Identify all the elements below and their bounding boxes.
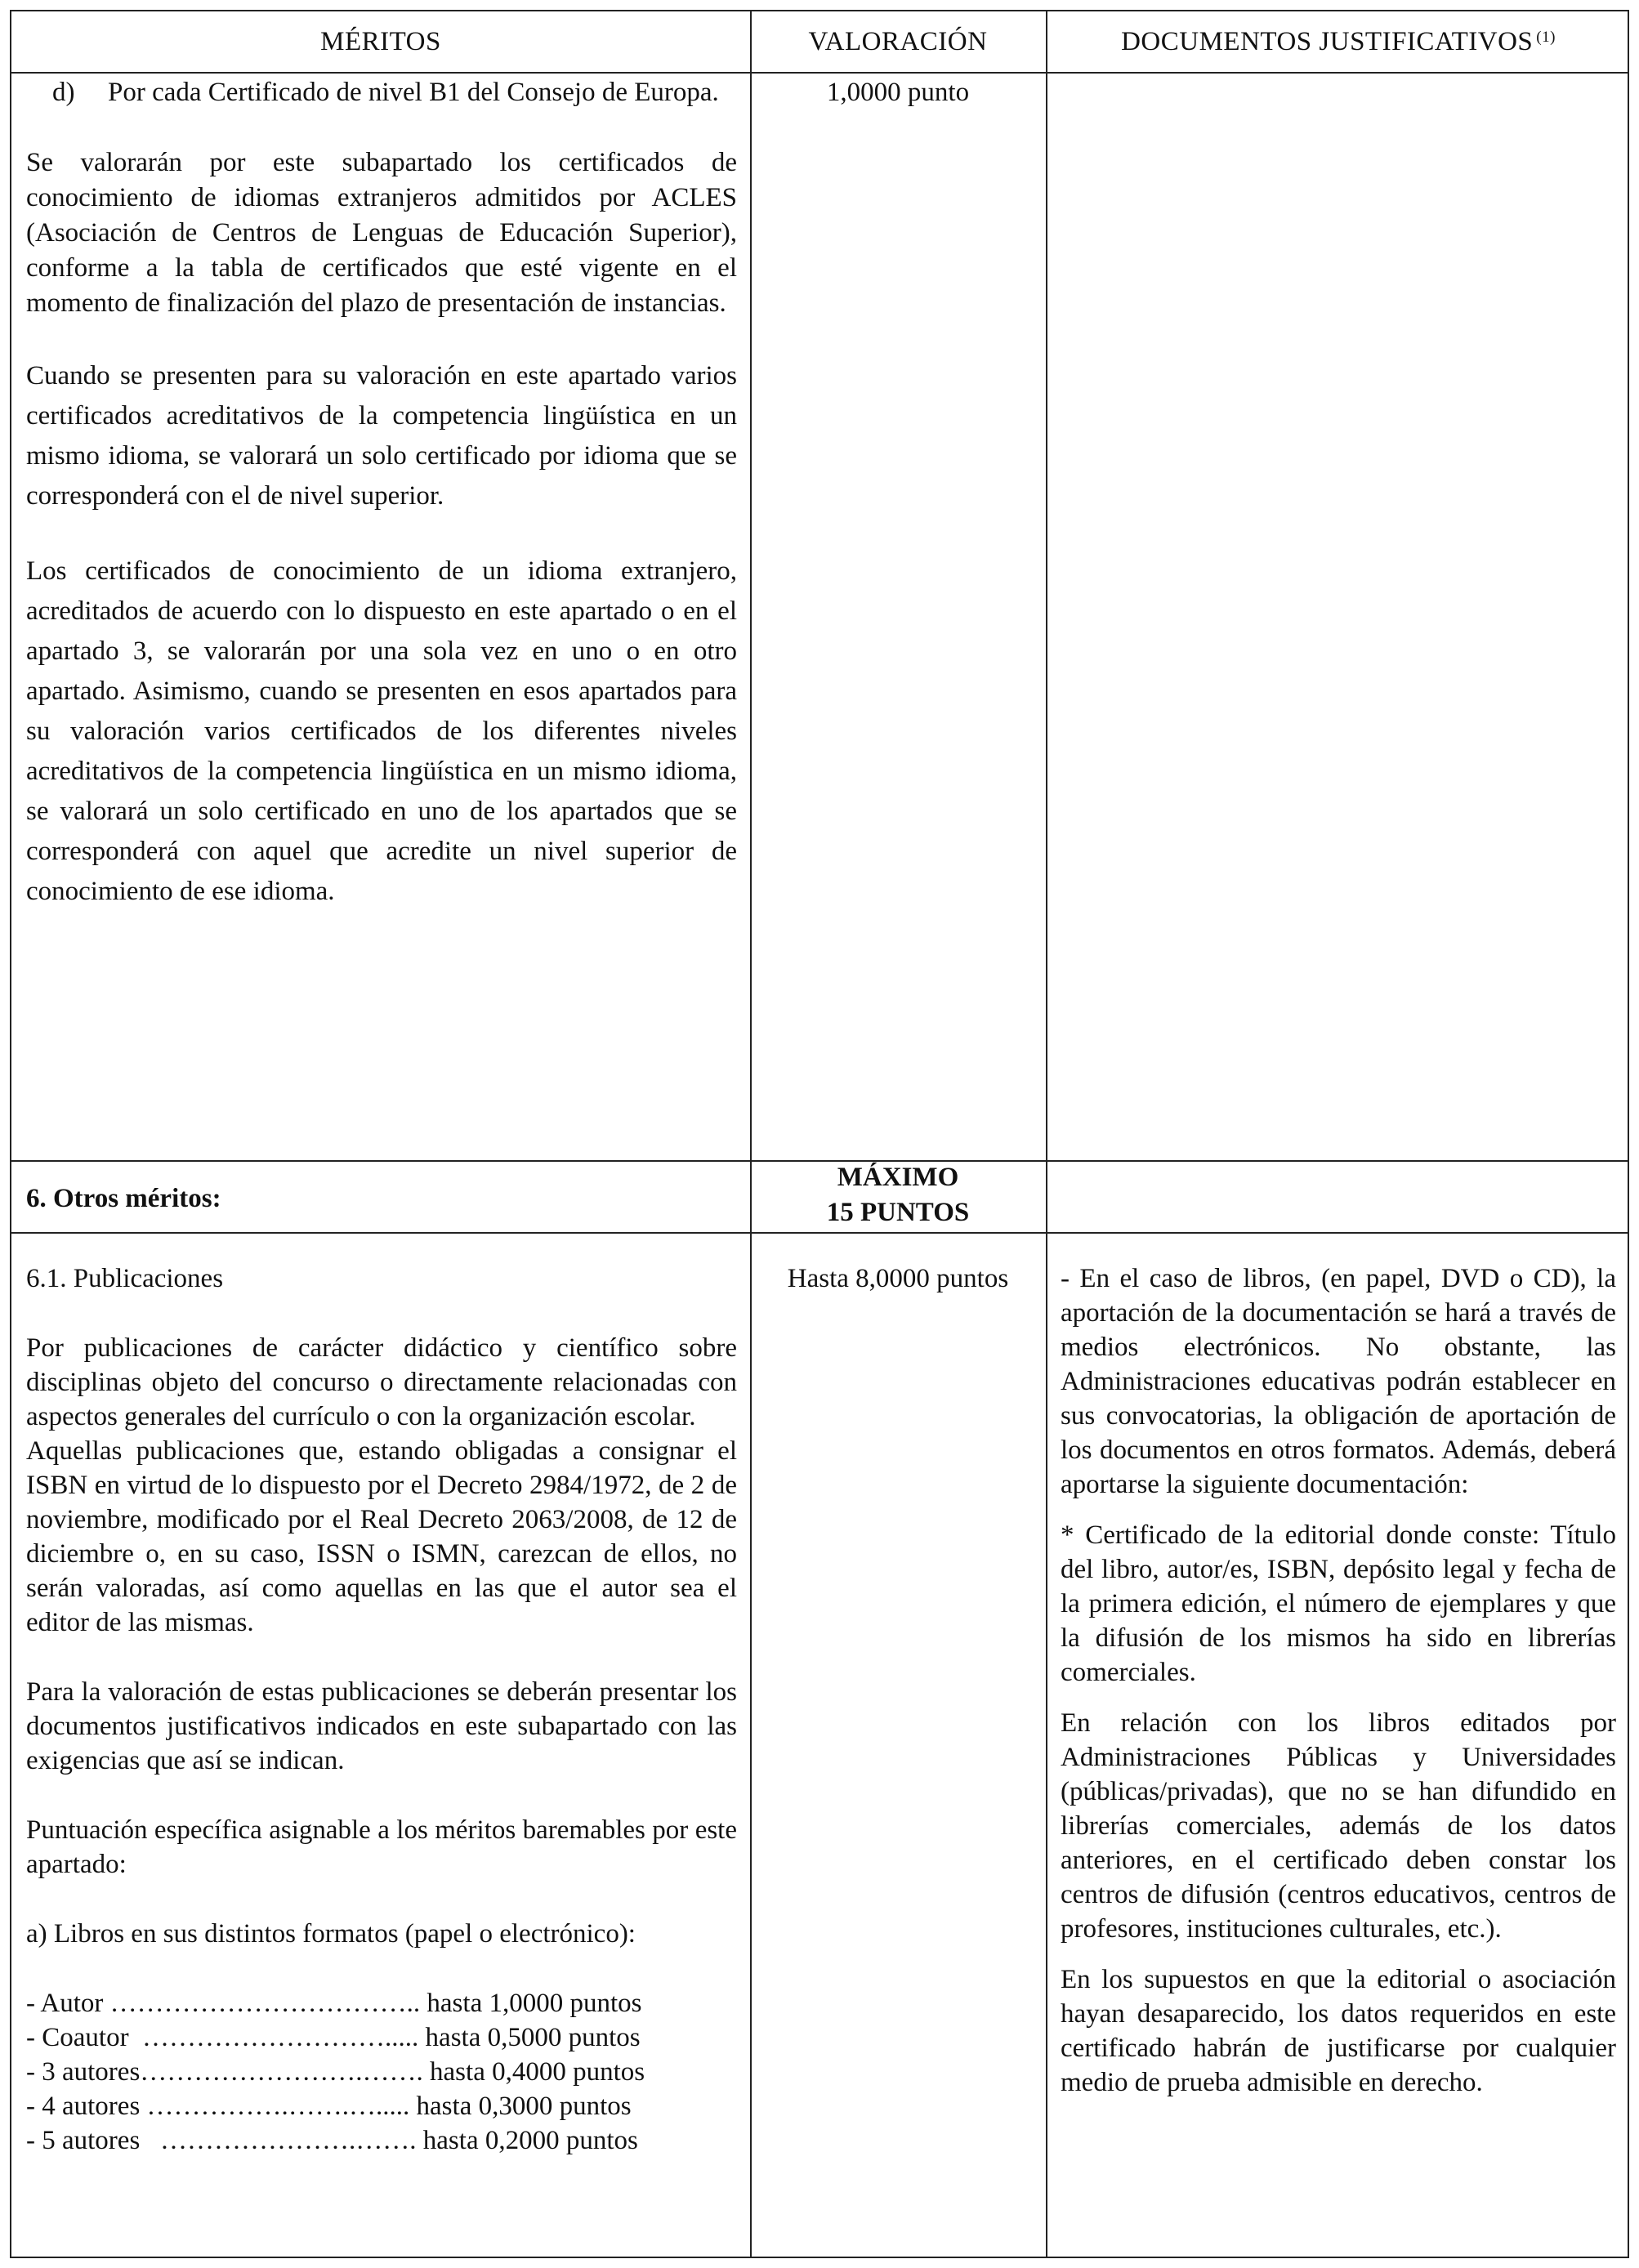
merit-d-valoracion: 1,0000 punto [826, 78, 970, 107]
publicaciones-cell [26, 1261, 737, 2158]
documentos-paragraph-4: En los supuestos en que la editorial o asociación hayan desaparecido, los datos requeridos en este certificado habrán de justificarse por cualquier medio de prueba admisible en derecho. [1061, 1965, 1616, 2097]
publicaciones-paragraph-4: Puntuación específica asignable a los méritos baremables por este apartado: [26, 1815, 737, 1879]
footnote-ref: (1) [1536, 29, 1556, 46]
row-divider [11, 72, 1628, 74]
publicaciones-paragraph-3: Para la valoración de estas publicaciones se deberán presentar los documentos justificativos indicados en este subapartado con las exigencias que así se indican. [26, 1677, 737, 1775]
publicaciones-paragraph-1: Por publicaciones de carácter didáctico y científico sobre disciplinas objeto del concurso o directamente relacionadas con aspectos generales del currículo o con la organización escolar. [26, 1333, 737, 1431]
meritos-table [10, 10, 1629, 2258]
section-6-title: 6. Otros méritos: [26, 1184, 221, 1213]
column-divider [750, 11, 752, 2257]
list-item: - Coautor ………………………..... hasta 0,5000 puntos [26, 2023, 641, 2052]
merit-d-text: Por cada Certificado de nivel B1 del Consejo de Europa. [108, 78, 719, 107]
maximo-points: 15 PUNTOS [826, 1198, 970, 1227]
documentos-paragraph-2: * Certificado de la editorial donde conste: Título del libro, autor/es, ISBN, depósito legal y fecha de la primera edición, el número de ejemplares y que la difusión de los mismos ha sido en librerías comerciales. [1061, 1520, 1616, 1687]
list-item: - 5 autores ………………….……. hasta 0,2000 puntos [26, 2126, 638, 2155]
row-divider [11, 1232, 1628, 1234]
publicaciones-documentos [1061, 1261, 1616, 2100]
column-divider [1046, 11, 1047, 2257]
merit-d-paragraph-3: Los certificados de conocimiento de un idioma extranjero, acreditados de acuerdo con lo dispuesto en este apartado o en el apartado 3, se valorarán por una sola vez en uno o en otro apartado. Asimismo, cuando se presenten en esos apartados para su valoración varios certificados de los diferentes niveles acreditativos de la competencia lingüística en un mismo idioma, se valorará un solo certificado en uno de los apartados que se corresponderá con aquel que acredite un nivel superior de conocimiento de ese idioma. [26, 556, 737, 906]
maximo-label: MÁXIMO [837, 1163, 959, 1192]
list-marker: d) [52, 78, 75, 107]
publicaciones-title: 6.1. Publicaciones [26, 1264, 224, 1293]
list-item: - 4 autores …………….…….…..... hasta 0,3000 puntos [26, 2092, 632, 2121]
header-documentos [1046, 25, 1631, 60]
publicaciones-paragraph-5: a) Libros en sus distintos formatos (papel o electrónico): [26, 1919, 636, 1949]
merit-d-paragraph-1: Se valorarán por este subapartado los certificados de conocimiento de idiomas extranjeros admitidos por ACLES (Asociación de Centros de Lenguas de Educación Superior), conforme a la tabla de certificados que esté vigente en el momento de finalización del plazo de presentación de instancias. [26, 148, 737, 318]
header-meritos: MÉRITOS [320, 27, 441, 56]
header-valoracion: VALORACIÓN [808, 27, 988, 56]
header-documentos-label: DOCUMENTOS JUSTIFICATIVOS [1121, 27, 1534, 56]
merit-d-cell [26, 75, 737, 912]
merit-d-paragraph-2: Cuando se presenten para su valoración en este apartado varios certificados acreditativos de la competencia lingüística en un mismo idioma, se valorará un solo certificado por idioma que se corresponderá con el de nivel superior. [26, 361, 737, 511]
publicaciones-valoracion: Hasta 8,0000 puntos [787, 1264, 1009, 1293]
documentos-paragraph-1: - En el caso de libros, (en papel, DVD o CD), la aportación de la documentación se hará a través de medios electrónicos. No obstante, las Administraciones educativas podrán establecer en sus convocatorias, la obligación de aportación de los documentos en otros formatos. Además, deberá aportarse la siguiente documentación: [1061, 1264, 1616, 1499]
libros-autores-list [26, 1986, 737, 2158]
list-item-d [26, 75, 737, 110]
publicaciones-paragraph-2: Aquellas publicaciones que, estando obligadas a consignar el ISBN en virtud de lo dispuesto por el Decreto 2984/1972, de 2 de noviembre, modificado por el Real Decreto 2063/2008, de 12 de diciembre o, en su caso, ISSN o ISMN, carezcan de ellos, no serán valoradas, así como aquellas en las que el autor sea el editor de las mismas. [26, 1436, 737, 1637]
list-item: - 3 autores…………………….……. hasta 0,4000 puntos [26, 2057, 645, 2087]
list-item: - Autor …………………………….. hasta 1,0000 puntos [26, 1989, 642, 2018]
section-6-maximo [750, 1160, 1046, 1230]
documentos-paragraph-3: En relación con los libros editados por Administraciones Públicas y Universidades (públicas/privadas), que no se han difundido en librerías comerciales, además de los datos anteriores, en el certificado deben constar los centros de difusión (centros educativos, centros de profesores, instituciones culturales, etc.). [1061, 1708, 1616, 1944]
